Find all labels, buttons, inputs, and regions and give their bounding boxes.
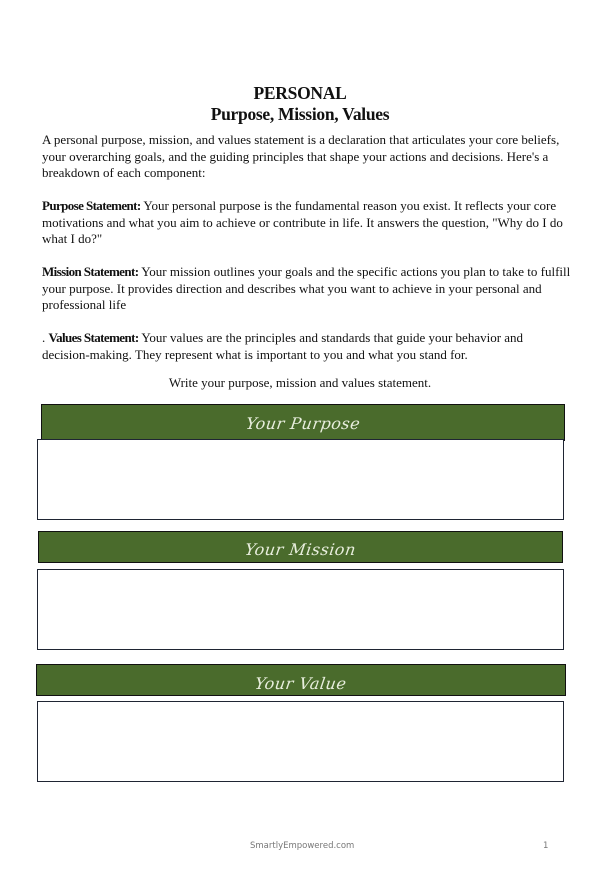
your-value-answer-box[interactable] bbox=[37, 701, 564, 782]
your-value-header bbox=[36, 664, 566, 696]
intro-paragraph: A personal purpose, mission, and values statement is a declaration that articulates your core beliefs, your overarching goals, and the guiding principles that shape your actions and decisions. Here's a breakdown of each component: bbox=[42, 132, 560, 180]
purpose-statement-paragraph bbox=[42, 198, 572, 248]
mission-statement-paragraph bbox=[42, 264, 572, 314]
values-statement-prefix: . bbox=[42, 330, 49, 345]
footer-site: SmartlyEmpowered.com bbox=[250, 841, 355, 851]
your-purpose-header bbox=[41, 404, 565, 441]
your-mission-heading: Your Mission bbox=[243, 540, 358, 559]
your-value-heading: Your Value bbox=[254, 674, 349, 693]
page-title-line2: Purpose, Mission, Values bbox=[210, 104, 390, 124]
your-mission-header bbox=[38, 531, 563, 563]
values-statement-label: Values Statement: bbox=[48, 330, 139, 345]
your-purpose-heading: Your Purpose bbox=[244, 414, 362, 433]
values-statement-text: Your values are the principles and standards that guide your behavior and decision-making. They represent what is important to you and what you stand for. bbox=[42, 330, 524, 362]
mission-statement-text: Your mission outlines your goals and the specific actions you plan to take to fulfill your purpose. It provides direction and describes what you want to achieve in your personal and professional life bbox=[42, 264, 571, 312]
your-mission-answer-box[interactable] bbox=[37, 569, 564, 650]
instruction-text: Write your purpose, mission and values statement. bbox=[168, 375, 432, 390]
mission-statement-label: Mission Statement: bbox=[42, 264, 139, 279]
page-title-line1: PERSONAL bbox=[253, 83, 347, 103]
values-statement-paragraph bbox=[42, 330, 572, 363]
your-purpose-answer-box[interactable] bbox=[37, 439, 564, 520]
purpose-statement-text: Your personal purpose is the fundamental reason you exist. It reflects your core motivations and what you aim to achieve or contribute in life. It answers the question, "Why do I do what I do?" bbox=[42, 198, 563, 246]
purpose-statement-label: Purpose Statement: bbox=[42, 198, 141, 213]
footer-page-number: 1 bbox=[543, 841, 549, 851]
